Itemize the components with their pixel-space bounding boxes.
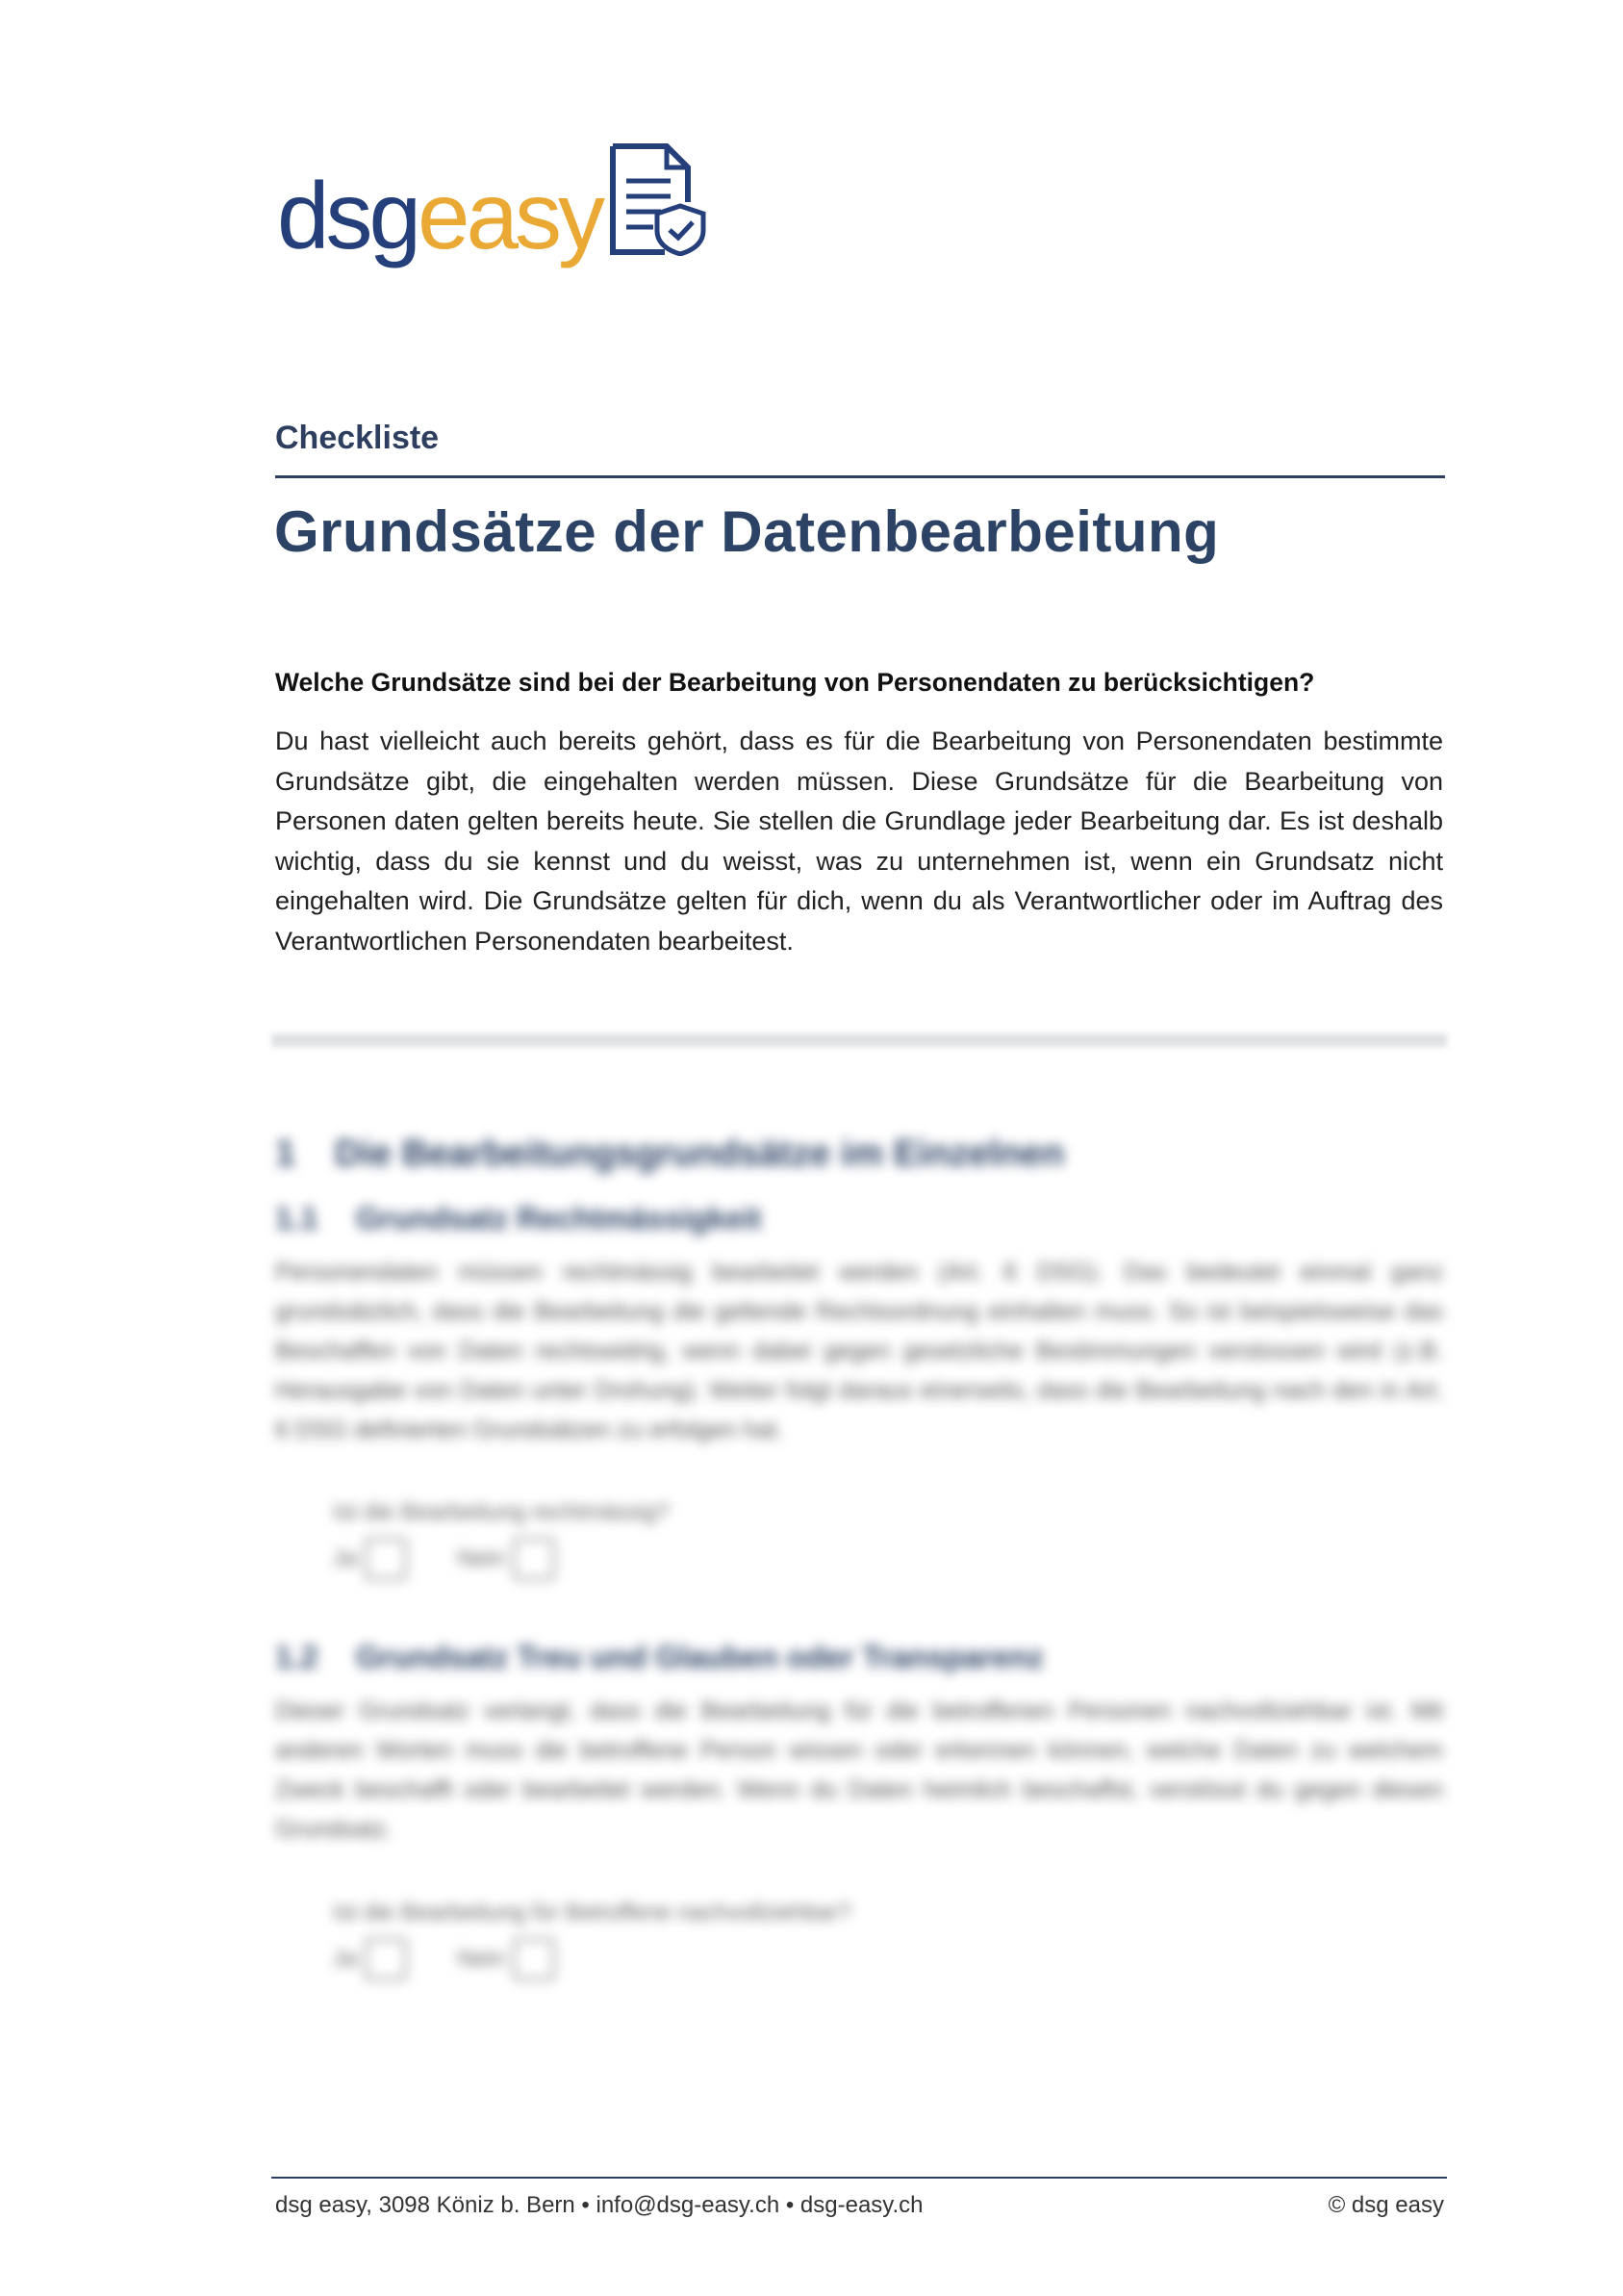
check-question: Ist die Bearbeitung für Betroffene nachvollziehbar? [333, 1900, 851, 1926]
document-kicker: Checkliste [275, 420, 440, 456]
yes-checkbox[interactable] [365, 1938, 407, 1980]
no-checkbox[interactable] [513, 1938, 555, 1980]
subsection-heading [275, 1201, 761, 1237]
check-options [333, 1538, 555, 1580]
logo-part-easy: easy [418, 163, 602, 268]
subsection-title: Grundsatz Rechtmässigkeit [356, 1201, 762, 1236]
page-title: Grundsätze der Datenbearbeitung [274, 499, 1220, 564]
subsection-paragraph: Personendaten müssen rechtmässig bearbeitet werden (Art. 6 DSG). Das bedeutet einmal ganz grundsätzlich, dass die Bearbeitung die geltende Rechtsordnung einhalten muss. So ist beispielsweise das Beschaffen von Daten rechtswidrig, wenn dabei gegen gesetzliche Bestimmungen verstossen wird (z.B. Herausgabe von Daten unter Drohung). Weiter folgt daraus einerseits, dass die Bearbeitung nach den in Art. 6 DSG definierten Grundsätzen zu erfolgen hat. [275, 1259, 1443, 1443]
subsection-heading [275, 1640, 1044, 1675]
subsection-title: Grundsatz Treu und Glauben oder Transparenz [356, 1640, 1044, 1674]
no-label: Nein [457, 1946, 505, 1972]
footer-divider [271, 2177, 1447, 2179]
yes-checkbox[interactable] [365, 1538, 407, 1580]
logo-part-dsg: dsg [277, 163, 418, 268]
footer-contact: dsg easy, 3098 Köniz b. Bern • info@dsg-easy.ch • dsg-easy.ch [275, 2192, 924, 2218]
section-number: 1 [275, 1134, 296, 1174]
subsection-number: 1.2 [275, 1640, 318, 1674]
intro-paragraph: Du hast vielleicht auch bereits gehört, dass es für die Bearbeitung von Personendaten bestimmte Grundsätze gibt, die eingehalten werden müssen. Diese Grundsätze für die Bearbeitung von Personen daten gelten bereits heute. Sie stellen die Grundlage jeder Bearbeitung dar. Es ist deshalb wichtig, dass du sie kennst und du weisst, was zu unternehmen ist, wenn ein Grundsatz nicht eingehalten wird. Die Grundsätze gelten für dich, wenn du als Verantwortlicher oder im Auftrag des Verantwortlichen Personendaten bearbeitest. [275, 727, 1443, 956]
yes-label: Ja [333, 1946, 358, 1972]
check-options [333, 1938, 555, 1980]
company-logo [277, 142, 707, 268]
no-checkbox[interactable] [513, 1538, 555, 1580]
section-separator [271, 1033, 1447, 1047]
subsection-paragraph: Dieser Grundsatz verlangt, dass die Bearbeitung für die betroffenen Personen nachvollziehbar ist. Mit anderen Worten muss die betroffene Person wissen oder erkennen können, welche Daten zu welchem Zweck beschafft oder bearbeitet werden. Wenn du Daten heimlich beschaffst, verstösst du gegen diesen Grundsatz. [275, 1697, 1443, 1843]
footer-copyright: © dsg easy [1328, 2192, 1444, 2218]
check-question: Ist die Bearbeitung rechtmässig? [333, 1499, 670, 1525]
yes-label: Ja [333, 1545, 358, 1571]
header-divider [275, 475, 1445, 478]
logo-wordmark [277, 163, 602, 268]
no-label: Nein [457, 1545, 505, 1571]
document-shield-icon [607, 142, 707, 261]
subsection-number: 1.1 [275, 1201, 318, 1236]
section-heading [275, 1134, 1064, 1175]
intro-question: Welche Grundsätze sind bei der Bearbeitung von Personendaten zu berücksichtigen? [275, 668, 1315, 697]
section-title: Die Bearbeitungsgrundsätze im Einzelnen [335, 1134, 1065, 1174]
